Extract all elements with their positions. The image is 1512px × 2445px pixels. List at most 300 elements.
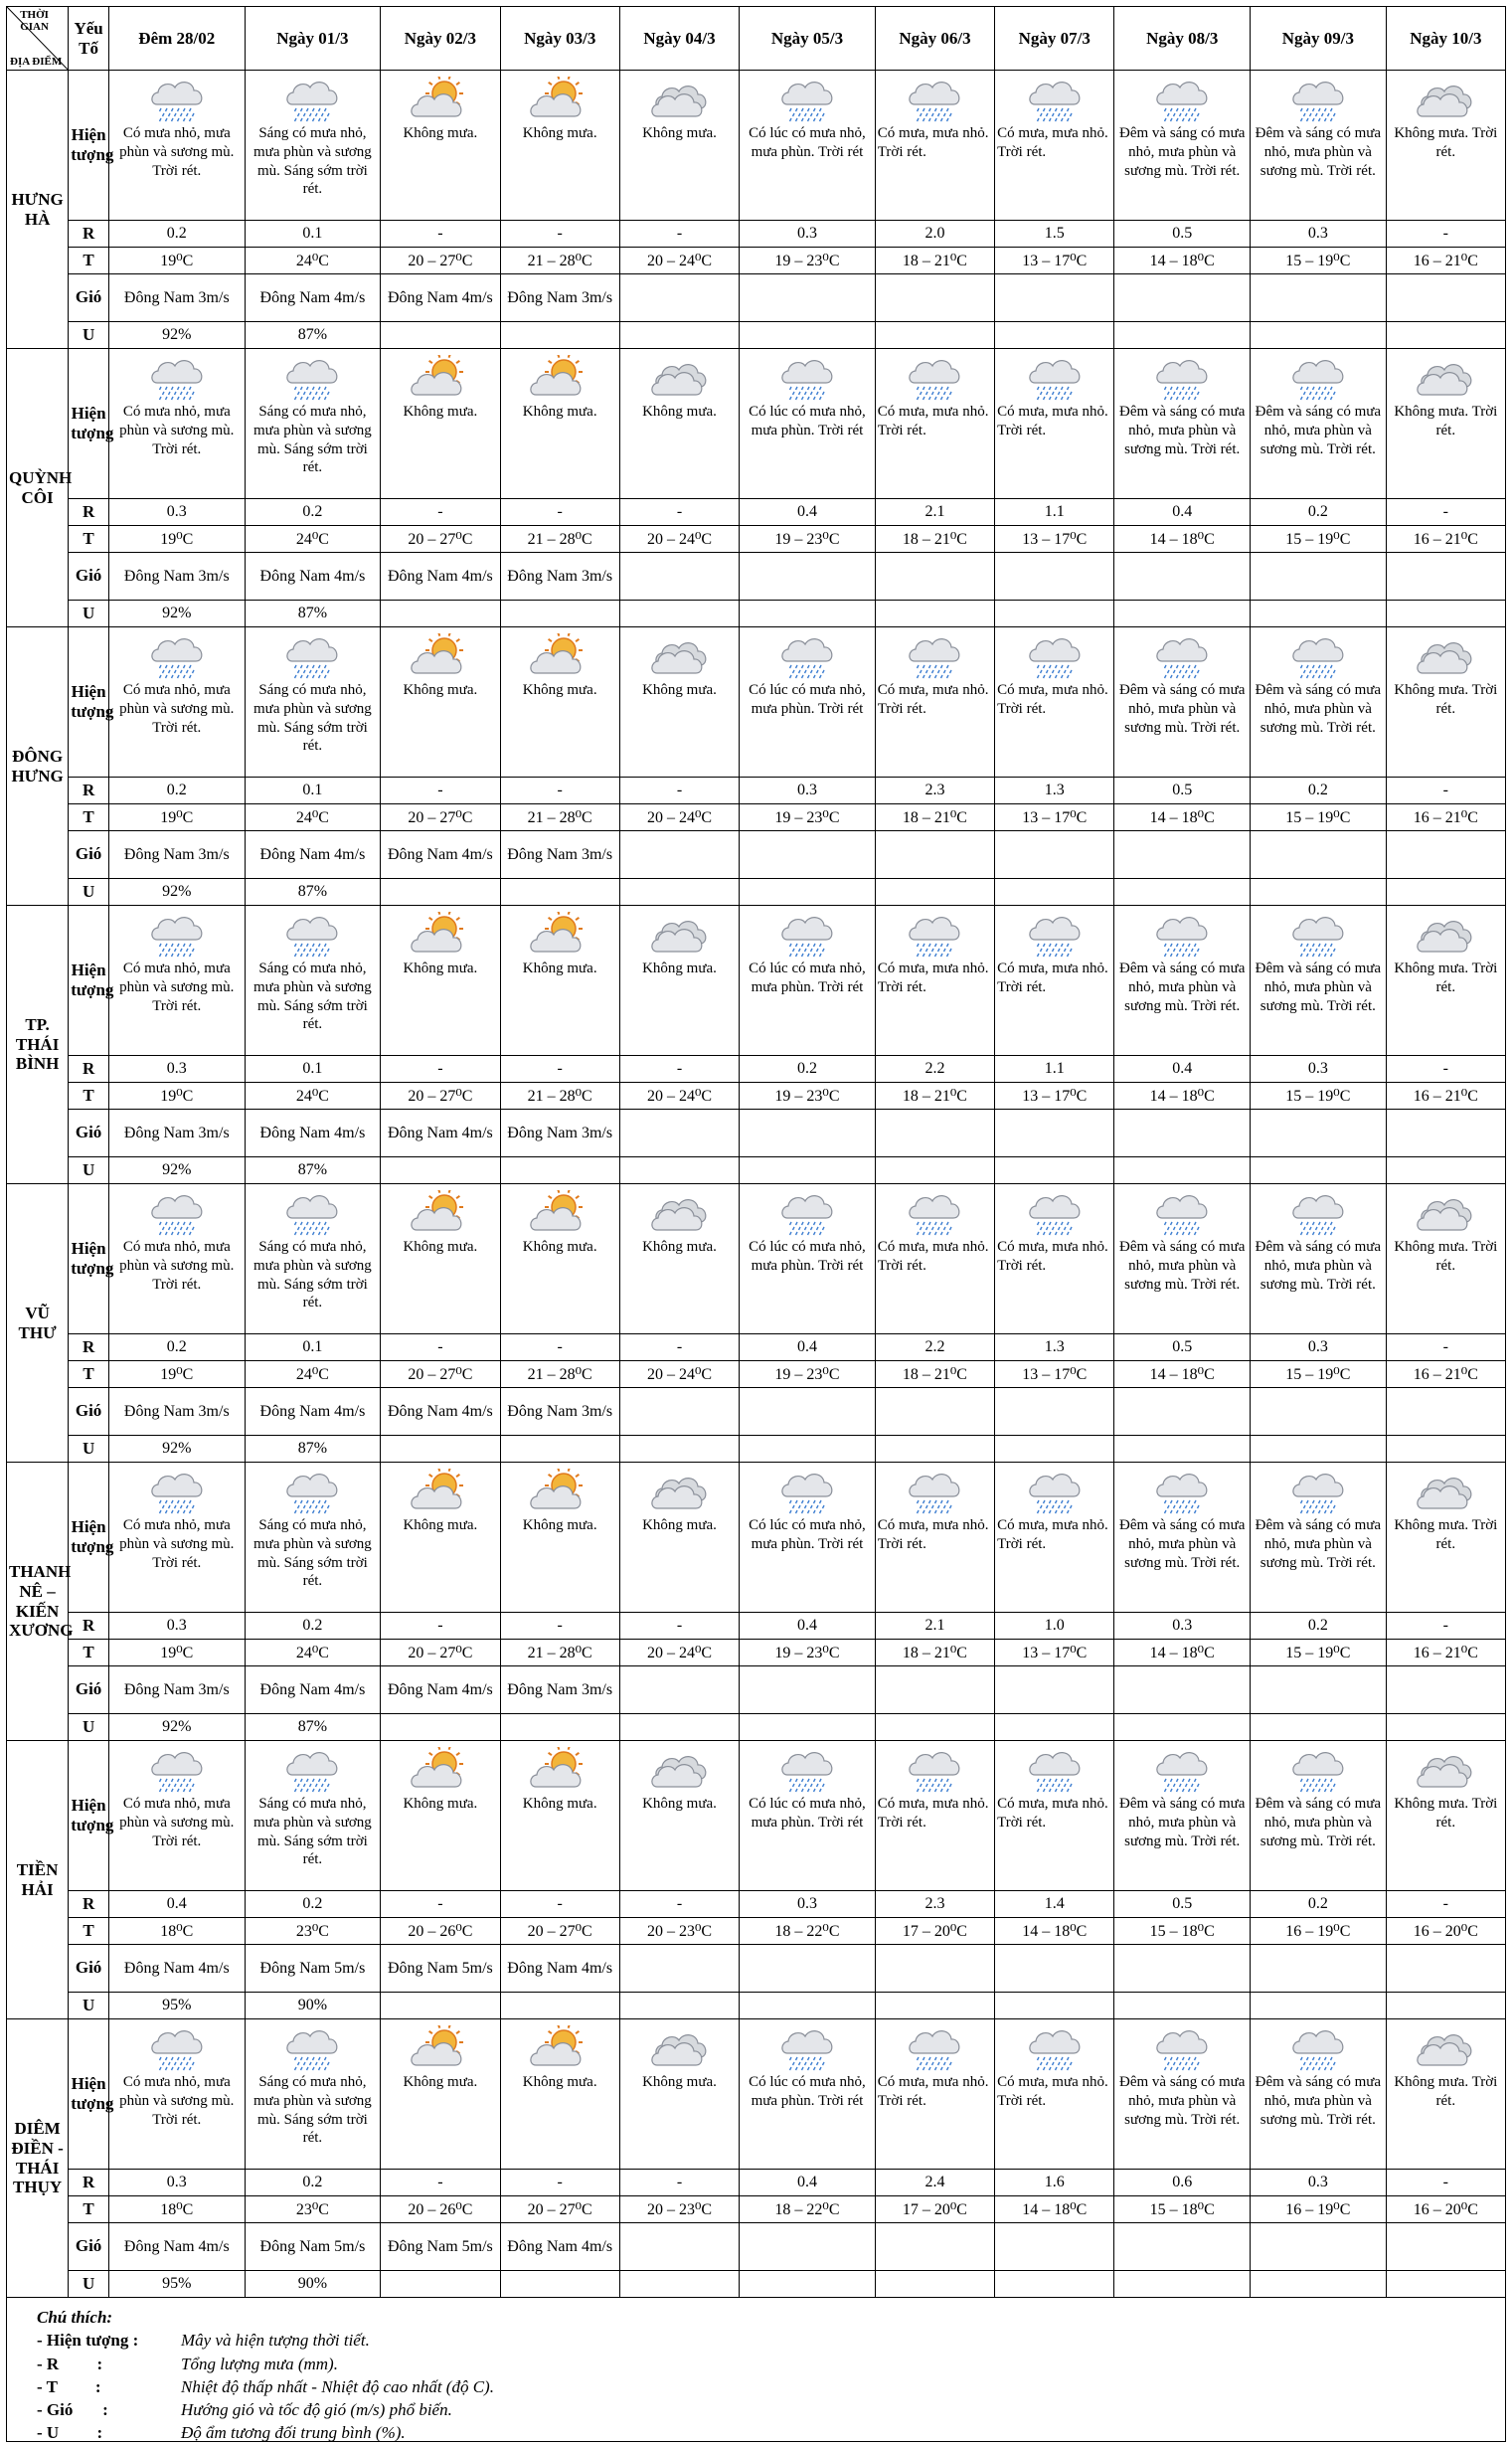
location-name: QUỲNH CÔI	[7, 349, 69, 627]
rain-value: 0.2	[245, 2170, 381, 2196]
element-label-rain: R	[69, 778, 109, 804]
rain-value: 0.1	[245, 1334, 381, 1361]
phenomenon-cell	[500, 906, 619, 1056]
wind-value	[619, 1388, 739, 1436]
phenomenon-cell	[1386, 906, 1505, 1056]
wind-value	[995, 1388, 1114, 1436]
phenomenon-cell	[1251, 1463, 1387, 1613]
humidity-value: 95%	[108, 1993, 245, 2019]
phenomenon-text: Sáng có mưa nhỏ, mưa phùn và sương mù. Sáng sớm trời rét.	[253, 1239, 372, 1311]
rain-value: -	[619, 499, 739, 526]
rain-value: -	[619, 221, 739, 248]
row-phenomena	[7, 2019, 1506, 2170]
temp-value: 16 – 19⁰C	[1251, 2196, 1387, 2223]
rain-value: -	[500, 221, 619, 248]
rain-value: 0.2	[740, 1056, 876, 1083]
humidity-value	[619, 1714, 739, 1741]
row-temp	[7, 1361, 1506, 1388]
row-temp	[7, 248, 1506, 274]
phenomenon-text: Không mưa.	[642, 961, 717, 976]
humidity-value	[500, 2271, 619, 2298]
humidity-value	[381, 1157, 500, 1184]
phenomenon-text: Có mưa, mưa nhỏ. Trời rét.	[877, 1239, 989, 1274]
wind-value: Đông Nam 4m/s	[381, 1110, 500, 1157]
sun-cloud-icon	[383, 1469, 497, 1514]
location-name: TP. THÁI BÌNH	[7, 906, 69, 1184]
phenomenon-cell	[1114, 627, 1251, 778]
element-label-rain: R	[69, 2170, 109, 2196]
phenomenon-cell	[995, 627, 1114, 778]
phenomenon-text: Có mưa, mưa nhỏ. Trời rét.	[877, 125, 989, 160]
phenomenon-cell	[108, 1741, 245, 1891]
rain-cloud-icon	[248, 1747, 379, 1793]
rain-cloud-icon	[878, 1747, 992, 1793]
note-row	[37, 2398, 1505, 2421]
rain-value: 0.4	[740, 1334, 876, 1361]
rain-cloud-icon	[248, 1469, 379, 1514]
phenomenon-cell	[995, 906, 1114, 1056]
humidity-value: 87%	[245, 601, 381, 627]
humidity-value	[875, 1714, 994, 1741]
rain-cloud-icon	[248, 1190, 379, 1236]
wind-value	[740, 553, 876, 601]
rain-value: -	[619, 778, 739, 804]
element-label-temp: T	[69, 804, 109, 831]
rain-value: 0.4	[740, 2170, 876, 2196]
rain-value: 0.1	[245, 1056, 381, 1083]
rain-value: 0.3	[1114, 1613, 1251, 1640]
humidity-value	[1114, 879, 1251, 906]
location-name: THANH NÊ – KIẾN XƯƠNG	[7, 1463, 69, 1741]
humidity-value: 87%	[245, 879, 381, 906]
temp-value: 21 – 28⁰C	[500, 1640, 619, 1666]
temp-value: 19 – 23⁰C	[740, 526, 876, 553]
sun-cloud-icon	[383, 1190, 497, 1236]
wind-value: Đông Nam 3m/s	[500, 1388, 619, 1436]
element-label-humidity: U	[69, 2271, 109, 2298]
cloud-icon	[1389, 1190, 1503, 1236]
temp-value: 15 – 18⁰C	[1114, 2196, 1251, 2223]
phenomenon-cell	[1386, 2019, 1505, 2170]
wind-value	[875, 1945, 994, 1993]
humidity-value	[995, 1993, 1114, 2019]
humidity-value	[1251, 1436, 1387, 1463]
wind-value	[1251, 2223, 1387, 2271]
wind-value: Đông Nam 3m/s	[500, 274, 619, 322]
rain-cloud-icon	[997, 1469, 1111, 1514]
temp-value: 19⁰C	[108, 1640, 245, 1666]
temp-value: 20 – 24⁰C	[619, 1083, 739, 1110]
row-wind	[7, 831, 1506, 879]
element-label-temp: T	[69, 1361, 109, 1388]
rain-value: 0.4	[740, 499, 876, 526]
rain-cloud-icon	[1116, 1747, 1248, 1793]
humidity-value	[875, 2271, 994, 2298]
wind-value: Đông Nam 3m/s	[108, 274, 245, 322]
temp-value: 13 – 17⁰C	[995, 1083, 1114, 1110]
rain-cloud-icon	[111, 912, 243, 958]
rain-value: -	[1386, 778, 1505, 804]
rain-value: 0.4	[108, 1891, 245, 1918]
temp-value: 20 – 27⁰C	[381, 526, 500, 553]
phenomenon-cell	[381, 1184, 500, 1334]
rain-value: -	[500, 1056, 619, 1083]
humidity-value	[875, 601, 994, 627]
rain-value: 2.0	[875, 221, 994, 248]
phenomenon-text: Không mưa.	[642, 1517, 717, 1533]
rain-value: -	[619, 1056, 739, 1083]
rain-cloud-icon	[878, 1469, 992, 1514]
humidity-value	[740, 601, 876, 627]
rain-cloud-icon	[1253, 912, 1384, 958]
rain-value: -	[619, 1334, 739, 1361]
wind-value: Đông Nam 5m/s	[381, 2223, 500, 2271]
wind-value	[740, 1110, 876, 1157]
wind-value: Đông Nam 5m/s	[245, 1945, 381, 1993]
element-label-wind: Gió	[69, 553, 109, 601]
rain-cloud-icon	[742, 2025, 873, 2071]
rain-value: 0.2	[1251, 1891, 1387, 1918]
temp-value: 20 – 27⁰C	[381, 1361, 500, 1388]
phenomenon-cell	[381, 1463, 500, 1613]
humidity-value	[500, 879, 619, 906]
temp-value: 20 – 27⁰C	[381, 1640, 500, 1666]
rain-cloud-icon	[111, 1747, 243, 1793]
day-header: Ngày 06/3	[875, 7, 994, 71]
wind-value: Đông Nam 3m/s	[500, 1666, 619, 1714]
humidity-value	[619, 2271, 739, 2298]
phenomenon-text: Không mưa. Trời rét.	[1394, 1239, 1498, 1274]
rain-value: 0.2	[108, 778, 245, 804]
rain-cloud-icon	[742, 912, 873, 958]
phenomenon-cell	[1114, 71, 1251, 221]
rain-value: 0.2	[245, 1891, 381, 1918]
wind-value: Đông Nam 4m/s	[245, 553, 381, 601]
rain-value: -	[1386, 1613, 1505, 1640]
cloud-icon	[1389, 912, 1503, 958]
phenomenon-text: Có lúc có mưa nhỏ, mưa phùn. Trời rét	[749, 125, 866, 160]
phenomenon-text: Sáng có mưa nhỏ, mưa phùn và sương mù. Sáng sớm trời rét.	[253, 961, 372, 1033]
rain-cloud-icon	[248, 912, 379, 958]
humidity-value	[1386, 879, 1505, 906]
rain-value: -	[619, 2170, 739, 2196]
wind-value	[875, 1388, 994, 1436]
humidity-value	[381, 879, 500, 906]
wind-value: Đông Nam 4m/s	[381, 831, 500, 879]
rain-value: 0.3	[1251, 1056, 1387, 1083]
phenomenon-cell	[1251, 627, 1387, 778]
wind-value: Đông Nam 4m/s	[245, 1388, 381, 1436]
temp-value: 13 – 17⁰C	[995, 1640, 1114, 1666]
rain-value: -	[381, 221, 500, 248]
phenomenon-cell	[875, 627, 994, 778]
note-key: - Gió :	[37, 2400, 108, 2420]
element-label-wind: Gió	[69, 1945, 109, 1993]
temp-value: 18 – 22⁰C	[740, 2196, 876, 2223]
temp-value: 20 – 27⁰C	[381, 1083, 500, 1110]
humidity-value	[1251, 322, 1387, 349]
wind-value: Đông Nam 4m/s	[381, 1666, 500, 1714]
humidity-value	[619, 601, 739, 627]
rain-value: 1.3	[995, 1334, 1114, 1361]
wind-value: Đông Nam 4m/s	[245, 831, 381, 879]
temp-value: 13 – 17⁰C	[995, 804, 1114, 831]
phenomenon-text: Có mưa, mưa nhỏ. Trời rét.	[877, 961, 989, 995]
rain-cloud-icon	[111, 77, 243, 122]
phenomenon-cell	[619, 1741, 739, 1891]
rain-cloud-icon	[742, 77, 873, 122]
wind-value	[875, 274, 994, 322]
temp-value: 20 – 26⁰C	[381, 2196, 500, 2223]
humidity-value	[1386, 1436, 1505, 1463]
row-wind	[7, 274, 1506, 322]
note-value: Hướng gió và tốc độ gió (m/s) phổ biến.	[181, 2400, 452, 2420]
rain-cloud-icon	[248, 77, 379, 122]
temp-value: 14 – 18⁰C	[1114, 526, 1251, 553]
temp-value: 23⁰C	[245, 2196, 381, 2223]
element-label-phenomenon: Hiện tượng	[69, 1184, 109, 1334]
cloud-icon	[622, 1469, 737, 1514]
rain-value: 0.3	[1251, 1334, 1387, 1361]
phenomenon-cell	[995, 349, 1114, 499]
rain-value: 2.3	[875, 1891, 994, 1918]
phenomenon-text: Không mưa.	[642, 682, 717, 698]
phenomenon-cell	[1114, 1463, 1251, 1613]
temp-value: 19⁰C	[108, 526, 245, 553]
rain-value: 2.2	[875, 1334, 994, 1361]
cloud-icon	[1389, 77, 1503, 122]
header-row	[7, 7, 1506, 71]
cloud-icon	[1389, 355, 1503, 401]
rain-cloud-icon	[1116, 1190, 1248, 1236]
humidity-value	[875, 879, 994, 906]
humidity-value	[740, 1714, 876, 1741]
day-header: Ngày 08/3	[1114, 7, 1251, 71]
phenomenon-cell	[1114, 1741, 1251, 1891]
phenomenon-text: Có lúc có mưa nhỏ, mưa phùn. Trời rét	[749, 682, 866, 717]
cloud-icon	[622, 355, 737, 401]
humidity-value	[875, 1436, 994, 1463]
humidity-value	[381, 601, 500, 627]
humidity-value	[1386, 322, 1505, 349]
temp-value: 20 – 24⁰C	[619, 526, 739, 553]
row-temp	[7, 526, 1506, 553]
phenomenon-text: Không mưa.	[642, 2074, 717, 2090]
humidity-value	[500, 1157, 619, 1184]
element-label-phenomenon: Hiện tượng	[69, 71, 109, 221]
element-label-rain: R	[69, 1891, 109, 1918]
humidity-value	[1114, 2271, 1251, 2298]
phenomenon-cell	[619, 71, 739, 221]
wind-value: Đông Nam 5m/s	[245, 2223, 381, 2271]
humidity-value: 92%	[108, 1714, 245, 1741]
rain-value: 0.5	[1114, 1891, 1251, 1918]
rain-cloud-icon	[1253, 2025, 1384, 2071]
humidity-value	[381, 1993, 500, 2019]
wind-value	[1251, 1110, 1387, 1157]
day-header: Ngày 01/3	[245, 7, 381, 71]
phenomenon-text: Sáng có mưa nhỏ, mưa phùn và sương mù. Sáng sớm trời rét.	[253, 2074, 372, 2147]
rain-value: 0.2	[108, 221, 245, 248]
cloud-icon	[622, 2025, 737, 2071]
phenomenon-cell	[875, 1741, 994, 1891]
temp-value: 19⁰C	[108, 804, 245, 831]
phenomenon-cell	[1251, 2019, 1387, 2170]
element-label-phenomenon: Hiện tượng	[69, 627, 109, 778]
rain-cloud-icon	[997, 1747, 1111, 1793]
wind-value	[619, 274, 739, 322]
rain-cloud-icon	[248, 355, 379, 401]
temp-value: 15 – 19⁰C	[1251, 1083, 1387, 1110]
phenomenon-text: Có lúc có mưa nhỏ, mưa phùn. Trời rét	[749, 1517, 866, 1552]
phenomenon-cell	[108, 906, 245, 1056]
phenomenon-text: Không mưa.	[403, 1517, 478, 1533]
temp-value: 14 – 18⁰C	[1114, 248, 1251, 274]
phenomenon-text: Không mưa. Trời rét.	[1394, 404, 1498, 438]
element-label-wind: Gió	[69, 2223, 109, 2271]
phenomenon-text: Không mưa.	[403, 2074, 478, 2090]
element-label-temp: T	[69, 1083, 109, 1110]
row-temp	[7, 804, 1506, 831]
humidity-value	[1114, 1714, 1251, 1741]
phenomenon-text: Có mưa, mưa nhỏ. Trời rét.	[997, 1517, 1108, 1552]
element-label-wind: Gió	[69, 831, 109, 879]
humidity-value	[1114, 601, 1251, 627]
phenomenon-text: Không mưa.	[403, 1239, 478, 1255]
temp-value: 19 – 23⁰C	[740, 248, 876, 274]
element-label-rain: R	[69, 221, 109, 248]
phenomenon-cell	[108, 1463, 245, 1613]
wind-value: Đông Nam 3m/s	[108, 1110, 245, 1157]
temp-value: 16 – 21⁰C	[1386, 526, 1505, 553]
humidity-value	[740, 1157, 876, 1184]
phenomenon-text: Không mưa.	[522, 682, 597, 698]
wind-value: Đông Nam 4m/s	[500, 2223, 619, 2271]
phenomenon-cell	[1114, 906, 1251, 1056]
phenomenon-cell	[381, 1741, 500, 1891]
sun-cloud-icon	[383, 633, 497, 679]
corner-label-location: ĐỊA ĐIỂM	[10, 56, 63, 68]
phenomenon-cell	[381, 349, 500, 499]
phenomenon-cell	[500, 1463, 619, 1613]
row-humidity	[7, 1993, 1506, 2019]
wind-value: Đông Nam 5m/s	[381, 1945, 500, 1993]
rain-cloud-icon	[1253, 1190, 1384, 1236]
row-rain	[7, 1613, 1506, 1640]
note-key: - Hiện tượng :	[37, 2331, 139, 2351]
wind-value	[1386, 2223, 1505, 2271]
rain-cloud-icon	[1253, 77, 1384, 122]
rain-value: 1.6	[995, 2170, 1114, 2196]
humidity-value: 87%	[245, 1157, 381, 1184]
temp-value: 20 – 24⁰C	[619, 248, 739, 274]
location-name: DIÊM ĐIỀN - THÁI THỤY	[7, 2019, 69, 2298]
phenomenon-cell	[245, 349, 381, 499]
humidity-value	[1114, 1157, 1251, 1184]
humidity-value	[381, 2271, 500, 2298]
element-label-humidity: U	[69, 601, 109, 627]
phenomenon-text: Không mưa.	[522, 125, 597, 141]
phenomenon-text: Có mưa, mưa nhỏ. Trời rét.	[997, 682, 1108, 717]
rain-value: 1.4	[995, 1891, 1114, 1918]
wind-value	[995, 1945, 1114, 1993]
humidity-value	[381, 1714, 500, 1741]
wind-value	[1251, 831, 1387, 879]
temp-value: 16 – 20⁰C	[1386, 2196, 1505, 2223]
phenomenon-text: Không mưa.	[522, 2074, 597, 2090]
humidity-value	[1114, 322, 1251, 349]
element-label-humidity: U	[69, 1157, 109, 1184]
wind-value	[1386, 1666, 1505, 1714]
phenomenon-cell	[619, 1184, 739, 1334]
wind-value	[740, 2223, 876, 2271]
cloud-icon	[622, 912, 737, 958]
temp-value: 18 – 22⁰C	[740, 1918, 876, 1945]
wind-value	[1386, 274, 1505, 322]
wind-value: Đông Nam 4m/s	[108, 2223, 245, 2271]
phenomenon-cell	[245, 71, 381, 221]
phenomenon-text: Có mưa nhỏ, mưa phùn và sương mù. Trời rét.	[119, 2074, 235, 2128]
humidity-value	[619, 322, 739, 349]
phenomenon-cell	[740, 906, 876, 1056]
rain-value: 2.2	[875, 1056, 994, 1083]
wind-value: Đông Nam 4m/s	[381, 1388, 500, 1436]
phenomenon-cell	[1251, 349, 1387, 499]
phenomenon-text: Không mưa.	[403, 682, 478, 698]
rain-value: -	[500, 1613, 619, 1640]
row-humidity	[7, 601, 1506, 627]
temp-value: 13 – 17⁰C	[995, 1361, 1114, 1388]
rain-cloud-icon	[997, 1190, 1111, 1236]
element-label-humidity: U	[69, 1993, 109, 2019]
rain-value: -	[381, 1334, 500, 1361]
phenomenon-cell	[381, 906, 500, 1056]
wind-value: Đông Nam 3m/s	[108, 831, 245, 879]
humidity-value	[740, 879, 876, 906]
phenomenon-text: Đêm và sáng có mưa nhỏ, mưa phùn và sương mù. Trời rét.	[1255, 682, 1382, 736]
wind-value	[1251, 1666, 1387, 1714]
temp-value: 20 – 26⁰C	[381, 1918, 500, 1945]
temp-value: 19 – 23⁰C	[740, 804, 876, 831]
phenomenon-cell	[1386, 1741, 1505, 1891]
rain-value: -	[381, 2170, 500, 2196]
humidity-value: 90%	[245, 1993, 381, 2019]
phenomenon-cell	[1251, 1184, 1387, 1334]
wind-value: Đông Nam 4m/s	[500, 1945, 619, 1993]
rain-value: 1.1	[995, 1056, 1114, 1083]
temp-value: 21 – 28⁰C	[500, 804, 619, 831]
row-temp	[7, 2196, 1506, 2223]
wind-value	[1251, 1945, 1387, 1993]
wind-value	[875, 1110, 994, 1157]
phenomenon-text: Có mưa, mưa nhỏ. Trời rét.	[877, 2074, 989, 2109]
rain-value: -	[381, 499, 500, 526]
sun-cloud-icon	[503, 355, 617, 401]
element-label-temp: T	[69, 1918, 109, 1945]
phenomenon-text: Có mưa nhỏ, mưa phùn và sương mù. Trời rét.	[119, 1517, 235, 1571]
element-label-rain: R	[69, 1056, 109, 1083]
phenomenon-text: Có mưa nhỏ, mưa phùn và sương mù. Trời rét.	[119, 1796, 235, 1849]
element-label-humidity: U	[69, 879, 109, 906]
wind-value: Đông Nam 4m/s	[381, 274, 500, 322]
wind-value: Đông Nam 4m/s	[381, 553, 500, 601]
element-label-phenomenon: Hiện tượng	[69, 349, 109, 499]
phenomenon-text: Có mưa, mưa nhỏ. Trời rét.	[997, 1239, 1108, 1274]
wind-value	[1386, 1110, 1505, 1157]
row-rain	[7, 2170, 1506, 2196]
humidity-value: 92%	[108, 1436, 245, 1463]
phenomenon-cell	[108, 349, 245, 499]
